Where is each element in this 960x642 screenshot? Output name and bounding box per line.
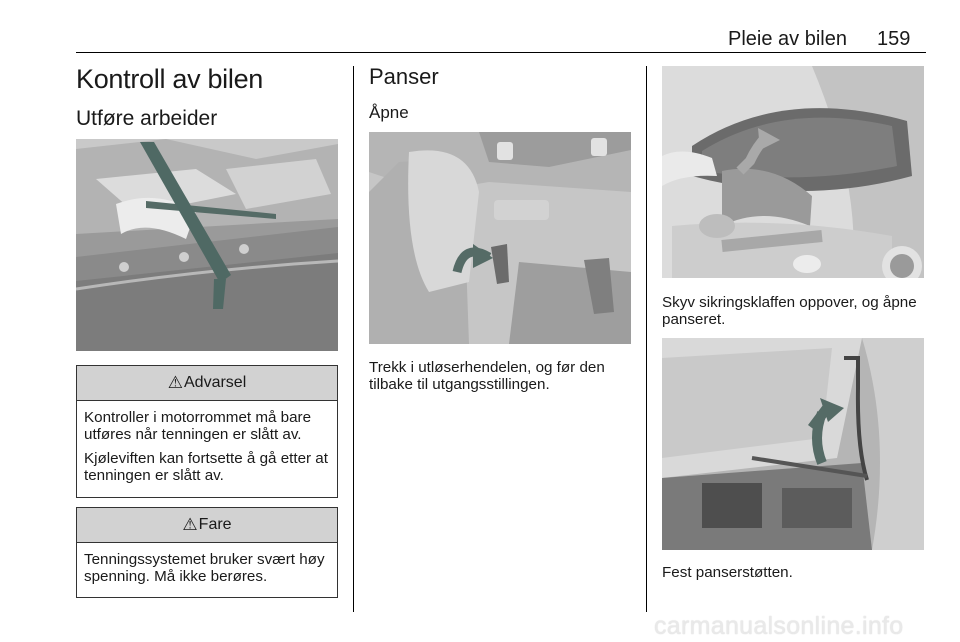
hood-open-photo [662,66,924,278]
warning-box-title: Advarsel [184,374,247,391]
column-divider-left [353,66,354,612]
page-heading: Kontroll av bilen [76,64,264,94]
warning-triangle-icon: ⚠ [182,515,198,534]
warning-box [76,365,338,498]
danger-paragraph: Tenningssystemet bruker svært høy spenning. Må ikke berøres. [84,551,325,585]
hood-support-photo [662,338,924,550]
danger-box [76,507,338,598]
column-divider-right [646,66,647,612]
open-subheading: Åpne [369,103,409,122]
release-caption: Trekk i utløserhendelen, og før den tilbake til utgangsstillingen. [369,359,605,393]
support-caption: Fest panserstøtten. [662,564,793,581]
danger-box-title: Fare [198,516,232,533]
release-lever-photo [369,132,631,344]
engine-bay-photo [76,139,338,351]
warning-triangle-icon: ⚠ [167,373,183,392]
danger-box-header [77,508,337,543]
warning-paragraph: Kjøleviften kan fortsette å gå etter at tenningen er slått av. [84,450,328,484]
warning-paragraph: Kontroller i motorrommet må bare utføres når tenningen er slått av. [84,409,312,443]
section-title: Pleie av bilen [728,28,847,50]
section-subheading: Utføre arbeider [76,107,218,130]
panser-heading: Panser [369,64,439,89]
page-number: 159 [877,28,911,50]
hood-caption: Skyv sikringsklaffen oppover, og åpne panseret. [662,294,917,328]
header-rule [76,52,926,53]
warning-box-header [77,366,337,401]
watermark: carmanualsonline.info [654,612,904,640]
